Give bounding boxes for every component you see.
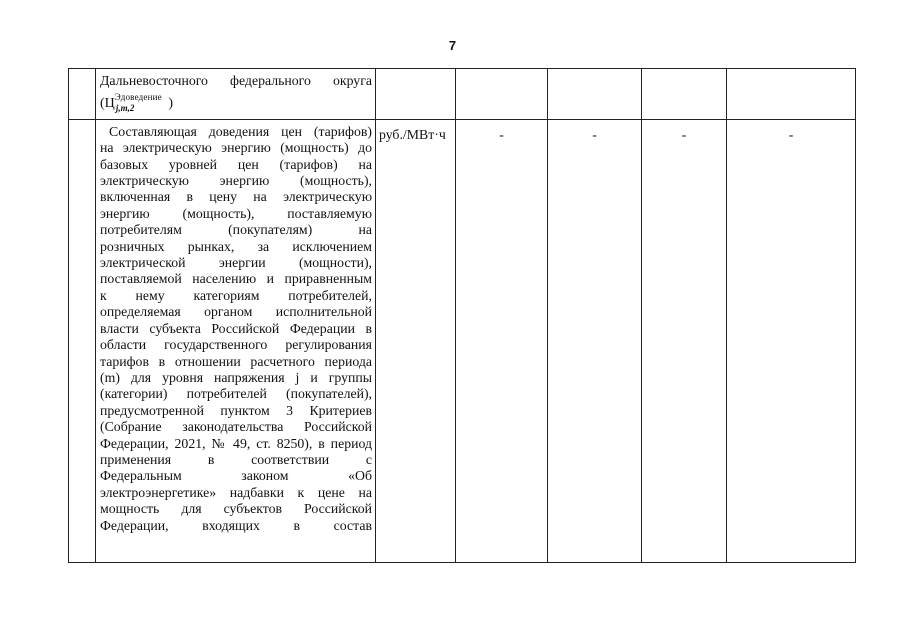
description-line: к нему категориям потребителей,	[100, 287, 372, 303]
row1-unit-cell	[376, 69, 456, 120]
description-line: (категории) потребителей (покупателей),	[100, 386, 372, 402]
description-line: энергию (мощность), поставляемую	[100, 205, 372, 221]
row2-value-cell-2: -	[548, 119, 642, 562]
row1-value-cell-3	[642, 69, 727, 120]
row2-unit-cell: руб./МВт·ч	[376, 119, 456, 562]
description-line: определяемая органом исполнительной	[100, 304, 372, 320]
description-line: базовых уровней цен (тарифов) на	[100, 156, 372, 172]
description-line: мощность для субъектов Российской	[100, 501, 372, 517]
row1-value-cell-2	[548, 69, 642, 120]
row2-description-cell	[96, 119, 376, 562]
description-line: применения в соответствии с	[100, 451, 372, 467]
tariff-table	[68, 68, 856, 563]
formula-tariff-symbol: ($Ц^{Эдоведение}_{j,m,2}$ )	[100, 92, 174, 114]
left-margin-cell	[69, 69, 96, 120]
row1-value-cell-4	[727, 69, 856, 120]
description-line: Составляющая доведения цен (тарифов)	[109, 123, 372, 139]
page-number: 7	[448, 38, 457, 53]
table-row-2	[69, 119, 856, 562]
description-line: на электрическую энергию (мощность) до	[100, 140, 372, 156]
description-line: электрическую энергию (мощность),	[100, 173, 372, 189]
left-margin-cell	[69, 119, 96, 562]
description-line: Федеральным законом «Об	[100, 468, 372, 484]
row2-value-cell-4: -	[727, 119, 856, 562]
description-line: предусмотренной пунктом 3 Критериев	[100, 402, 372, 418]
description-line: электроэнергетике» надбавки к цене на	[100, 484, 372, 500]
description-line: власти субъекта Российской Федерации в	[100, 320, 372, 336]
row2-value-cell-1: -	[456, 119, 548, 562]
row1-description-text: Дальневосточного федерального округа	[100, 73, 372, 88]
description-line: тарифов в отношении расчетного периода	[100, 353, 372, 369]
table-row-1	[69, 69, 856, 120]
row2-value-cell-3: -	[642, 119, 727, 562]
row1-value-cell-1	[456, 69, 548, 120]
description-line: Федерации, входящих в состав	[100, 517, 372, 533]
description-line: Федерации, 2021, № 49, ст. 8250), в период	[100, 435, 372, 451]
description-line: (Собрание законодательства Российской	[100, 419, 372, 435]
description-line: включенная в цену на электрическую	[100, 189, 372, 205]
formula-subscript: j,m,2	[115, 103, 135, 114]
description-line: области государственного регулирования	[100, 337, 372, 353]
description-line: (m) для уровня напряжения j и группы	[100, 369, 372, 385]
row2-description-text	[100, 124, 372, 534]
description-line: потребителям (покупателям) на	[100, 222, 372, 238]
formula-superscript: Эдоведение	[114, 92, 162, 103]
description-line: поставляемой населению и приравненным	[100, 271, 372, 287]
description-line: розничных рынках, за исключением	[100, 238, 372, 254]
description-line: электрической энергии (мощности),	[100, 255, 372, 271]
row1-description-cell	[96, 69, 376, 120]
